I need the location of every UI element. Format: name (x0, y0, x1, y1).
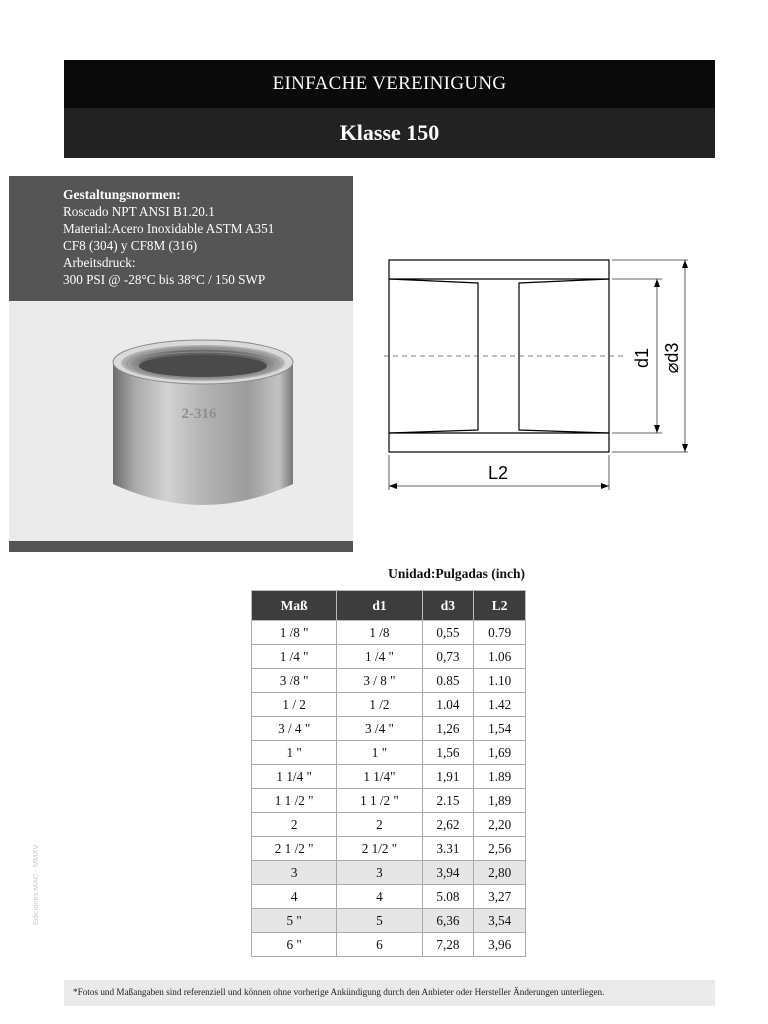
spec-line: 300 PSI @ -28°C bis 38°C / 150 SWP (63, 272, 266, 287)
column-header: d1 (337, 591, 422, 621)
table-cell: 2,80 (474, 861, 526, 885)
table-cell: 3 /4 " (337, 717, 422, 741)
spec-line: Arbeitsdruck: (63, 255, 136, 270)
page-subtitle: Klasse 150 (64, 108, 715, 158)
table-cell: 3 (252, 861, 337, 885)
spec-line: Material:Acero Inoxidable ASTM A351 (63, 221, 275, 236)
spec-text-block (9, 176, 353, 301)
table-cell: 3,27 (474, 885, 526, 909)
spec-bottom-bar (9, 541, 353, 552)
table-row (252, 909, 526, 933)
table-cell: 7,28 (422, 933, 474, 957)
spec-panel (9, 176, 353, 552)
spec-line: Roscado NPT ANSI B1.20.1 (63, 204, 215, 219)
table-cell: 3 /8 " (252, 669, 337, 693)
table-cell: 2 (337, 813, 422, 837)
table-cell: 0,73 (422, 645, 474, 669)
table-cell: 1.10 (474, 669, 526, 693)
table-cell: 1 /8 " (252, 621, 337, 645)
column-header: L2 (474, 591, 526, 621)
table-row (252, 717, 526, 741)
table-cell: 0,55 (422, 621, 474, 645)
column-header: Maß (252, 591, 337, 621)
table-cell: 3.31 (422, 837, 474, 861)
table-row (252, 813, 526, 837)
table-cell: 1 /4 " (337, 645, 422, 669)
table-cell: 1,26 (422, 717, 474, 741)
table-cell: 1.06 (474, 645, 526, 669)
table-cell: 6 " (252, 933, 337, 957)
table-cell: 5 (337, 909, 422, 933)
table-cell: 2.15 (422, 789, 474, 813)
table-row (252, 885, 526, 909)
table-row (252, 621, 526, 645)
table-cell: 1,89 (474, 789, 526, 813)
spec-heading: Gestaltungsnormen: (63, 187, 181, 202)
footnote: *Fotos und Maßangaben sind referenziell und können ohne vorherige Ankündigung durch den Anbieter oder Hersteller Änderungen unterliegen. (64, 980, 715, 1006)
table-cell: 6,36 (422, 909, 474, 933)
table-row (252, 765, 526, 789)
spec-line: CF8 (304) y CF8M (316) (63, 238, 198, 253)
table-cell: 1 1 /2 " (252, 789, 337, 813)
technical-drawing (380, 250, 700, 495)
dimension-d1-label: d1 (632, 347, 652, 369)
table-cell: 2 1 /2 " (252, 837, 337, 861)
table-row (252, 789, 526, 813)
table-cell: 5.08 (422, 885, 474, 909)
table-cell: 3,96 (474, 933, 526, 957)
table-cell: 2 (252, 813, 337, 837)
table-cell: 1,54 (474, 717, 526, 741)
coupling-photo (101, 334, 306, 519)
photo-marking: 2-316 (181, 406, 217, 422)
table-cell: 1 1 /2 " (337, 789, 422, 813)
table-cell: 3,54 (474, 909, 526, 933)
table-cell: 6 (337, 933, 422, 957)
dimensions-table (251, 590, 526, 957)
page-header (64, 60, 715, 158)
table-cell: 1 " (252, 741, 337, 765)
watermark: Ediciones MAC - MMXV (31, 844, 40, 925)
table-row (252, 669, 526, 693)
table-cell: 1,91 (422, 765, 474, 789)
table-cell: 2,62 (422, 813, 474, 837)
table-row (252, 741, 526, 765)
table-cell: 3 (337, 861, 422, 885)
table-cell: 1 1/4 " (252, 765, 337, 789)
table-cell: 1 " (337, 741, 422, 765)
table-cell: 4 (252, 885, 337, 909)
table-row (252, 861, 526, 885)
table-cell: 3 / 4 " (252, 717, 337, 741)
table-cell: 1,56 (422, 741, 474, 765)
table-header-row (252, 591, 526, 621)
table-cell: 1.42 (474, 693, 526, 717)
table-cell: 1 /2 (337, 693, 422, 717)
table-cell: 4 (337, 885, 422, 909)
table-row (252, 645, 526, 669)
table-cell: 2,56 (474, 837, 526, 861)
table-row (252, 837, 526, 861)
table-cell: 1 /4 " (252, 645, 337, 669)
table-cell: 2,20 (474, 813, 526, 837)
table-cell: 1 1/4" (337, 765, 422, 789)
dimension-l2-label: L2 (487, 463, 509, 483)
table-cell: 1.04 (422, 693, 474, 717)
table-row (252, 693, 526, 717)
table-cell: 1.89 (474, 765, 526, 789)
table-cell: 1 / 2 (252, 693, 337, 717)
table-cell: 2 1/2 " (337, 837, 422, 861)
page-title: EINFACHE VEREINIGUNG (64, 60, 715, 108)
table-cell: 0.85 (422, 669, 474, 693)
table-row (252, 933, 526, 957)
table-cell: 5 " (252, 909, 337, 933)
unit-label: Unidad:Pulgadas (inch) (388, 566, 525, 581)
dimension-d3-label: ⌀d3 (662, 342, 682, 374)
table-cell: 3 / 8 " (337, 669, 422, 693)
column-header: d3 (422, 591, 474, 621)
table-cell: 1,69 (474, 741, 526, 765)
table-cell: 0.79 (474, 621, 526, 645)
table-cell: 3,94 (422, 861, 474, 885)
table-cell: 1 /8 (337, 621, 422, 645)
